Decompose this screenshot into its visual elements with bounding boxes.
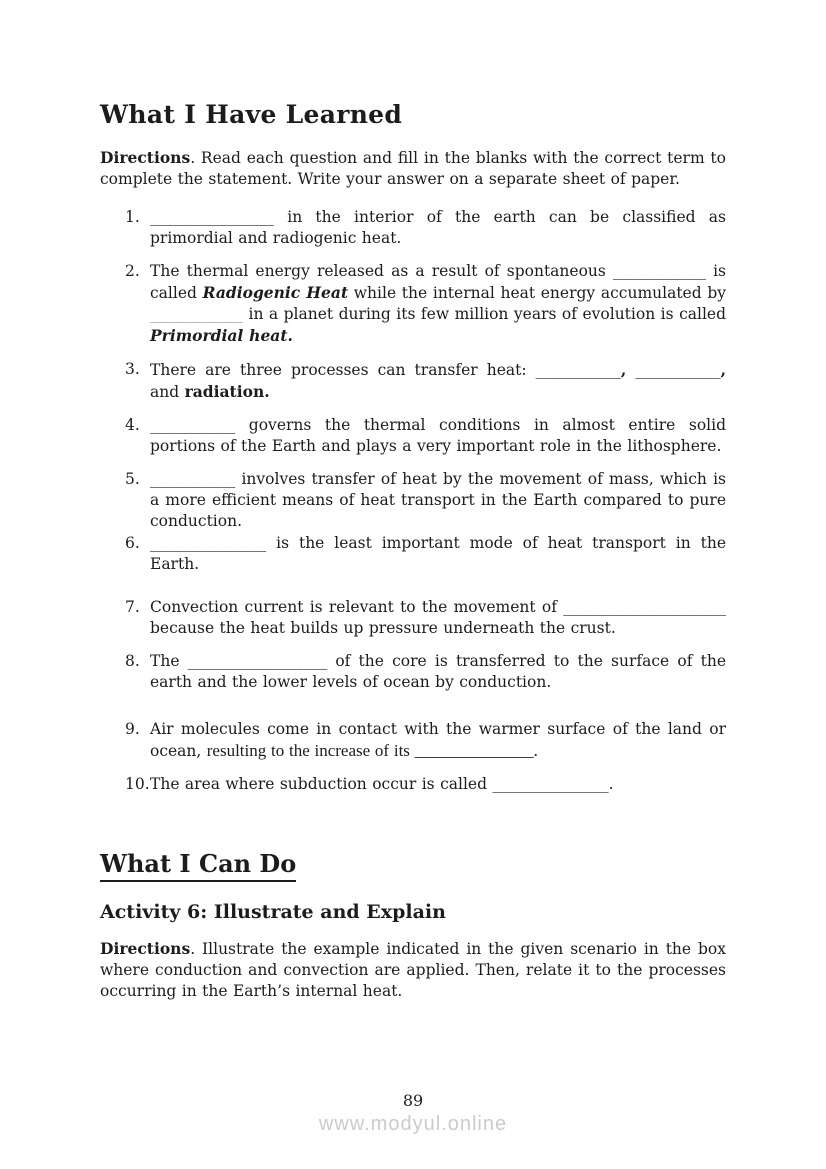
question-segment: and bbox=[150, 382, 185, 401]
question-number: 6. bbox=[125, 533, 140, 552]
question-text bbox=[150, 261, 726, 347]
section-what-i-can-do bbox=[100, 848, 726, 1002]
answer-blank: ____________ bbox=[150, 304, 243, 323]
question-item-8 bbox=[100, 651, 726, 693]
question-segment: in a planet during its few million years of evolution is called bbox=[243, 304, 726, 323]
section2-directions bbox=[100, 938, 726, 1002]
question-text bbox=[150, 359, 726, 403]
question-segment: _______________ is the least important mode of heat transport in the Earth. bbox=[150, 533, 726, 573]
question-text bbox=[150, 774, 726, 795]
questions-list bbox=[100, 207, 726, 795]
question-number: 4. bbox=[125, 415, 140, 434]
section1-directions bbox=[100, 147, 726, 190]
page-number: 89 bbox=[402, 1091, 424, 1110]
question-segment: while the internal heat energy accumulated by bbox=[348, 283, 726, 302]
term-radiation: radiation. bbox=[184, 381, 270, 401]
question-number: 9. bbox=[125, 719, 140, 738]
question-segment: , bbox=[620, 359, 627, 379]
question-number: 1. bbox=[125, 207, 140, 226]
term-primordial-heat: Primordial heat. bbox=[150, 325, 293, 345]
question-segment: , bbox=[720, 359, 726, 379]
question-segment: The area where subduction occur is called _______________. bbox=[150, 774, 614, 793]
question-item-9 bbox=[100, 719, 726, 762]
question-item-1 bbox=[100, 207, 726, 249]
question-text bbox=[150, 719, 726, 762]
question-text bbox=[150, 533, 726, 575]
directions-label: Directions bbox=[100, 147, 191, 167]
question-item-2 bbox=[100, 261, 726, 347]
question-number: 5. bbox=[125, 469, 140, 488]
term-radiogenic-heat: Radiogenic Heat bbox=[202, 282, 349, 302]
question-item-5 bbox=[100, 469, 726, 532]
question-segment: ___________ bbox=[626, 360, 721, 379]
question-number: 10. bbox=[125, 774, 150, 793]
question-text bbox=[150, 651, 726, 693]
question-number: 3. bbox=[125, 359, 140, 378]
question-segment: ________________ in the interior of the earth can be classified as primordial and radiogenic heat. bbox=[150, 207, 726, 247]
watermark: www.modyul.online bbox=[318, 1113, 508, 1135]
question-segment: The thermal energy released as a result of spontaneous ____________ is called bbox=[150, 261, 726, 302]
question-number: 7. bbox=[125, 597, 140, 616]
question-text bbox=[150, 415, 726, 457]
question-item-4 bbox=[100, 415, 726, 457]
section-title-what-i-have-learned: What I Have Learned bbox=[100, 100, 403, 129]
question-item-3 bbox=[100, 359, 726, 403]
activity-title: Activity 6: Illustrate and Explain bbox=[100, 901, 446, 924]
question-item-6 bbox=[100, 533, 726, 575]
question-segment: There are three processes can transfer heat: ___________ bbox=[150, 360, 621, 379]
question-text bbox=[150, 597, 726, 639]
question-text bbox=[150, 207, 726, 249]
directions-label: Directions bbox=[100, 938, 191, 958]
question-text bbox=[150, 469, 726, 532]
section-title-what-i-can-do: What I Can Do bbox=[100, 851, 296, 882]
directions-text: . Read each question and fill in the blanks with the correct term to complete the statement. Write your answer on a separate sheet of paper. bbox=[100, 148, 726, 188]
directions-text: . Illustrate the example indicated in the given scenario in the box where conduction and convection are applied. Then, relate it to the processes occurring in the Earth’s internal heat. bbox=[100, 939, 726, 1000]
question-segment: Convection current is relevant to the movement of _____________________ because the heat builds up pressure underneath the crust. bbox=[150, 597, 726, 637]
question-item-7 bbox=[100, 597, 726, 639]
question-segment: resulting to the increase of its ______________. bbox=[206, 740, 538, 760]
question-segment: Air molecules come in contact with the warmer surface of the land or ocean, bbox=[150, 719, 726, 760]
question-segment: ___________ governs the thermal conditions in almost entire solid portions of the Earth and plays a very important role in the lithosphere. bbox=[150, 415, 726, 455]
question-number: 2. bbox=[125, 261, 140, 280]
question-item-10 bbox=[100, 774, 726, 795]
question-number: 8. bbox=[125, 651, 140, 670]
question-segment: ___________ involves transfer of heat by the movement of mass, which is a more efficient means of heat transport in the Earth compared to pure conduction. bbox=[150, 469, 726, 530]
question-segment: The __________________ of the core is transferred to the surface of the earth and the lower levels of ocean by conduction. bbox=[150, 651, 726, 691]
